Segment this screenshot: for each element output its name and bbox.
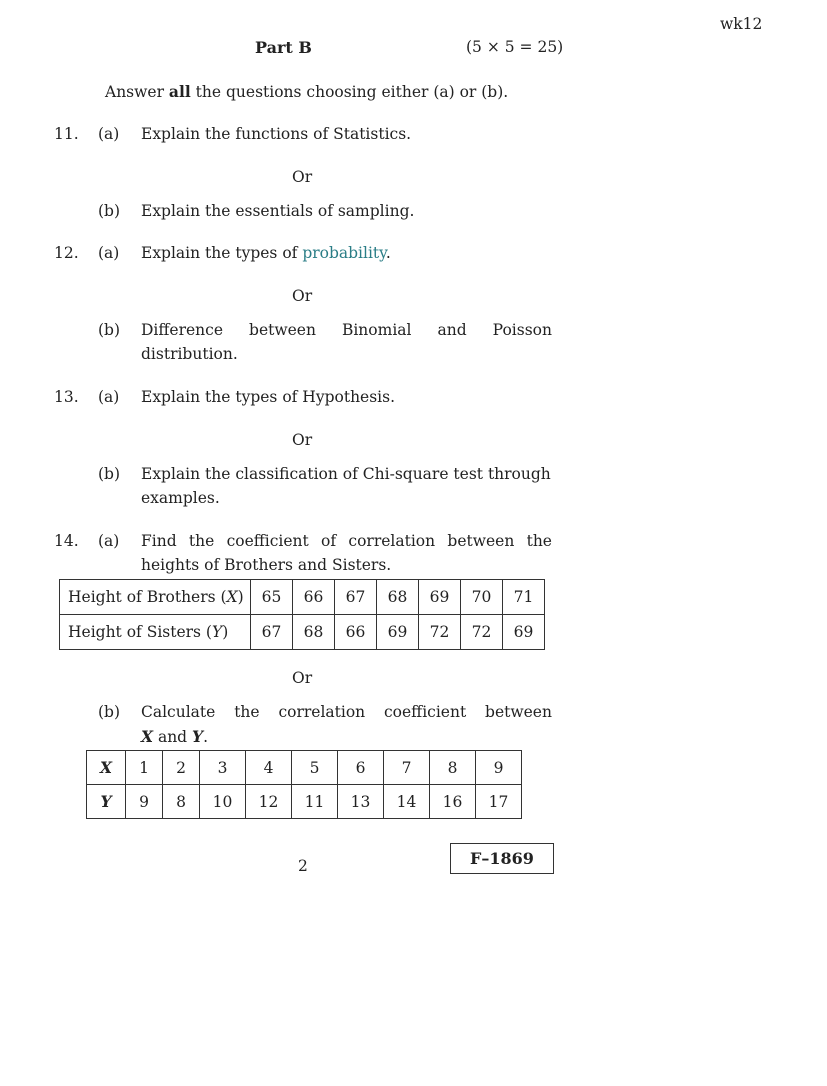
q14-a-word: Find — [141, 532, 177, 550]
page-number: 2 — [298, 857, 308, 875]
table-cell: 17 — [476, 785, 522, 819]
q14-a-line2: heights of Brothers and Sisters. — [141, 556, 392, 574]
probability-link[interactable]: probability — [302, 244, 386, 262]
brothers-label-cell — [60, 580, 251, 615]
xy-table — [86, 750, 522, 819]
q12-or: Or — [292, 287, 313, 305]
q14-a-word: coefficient — [226, 532, 309, 550]
sisters-label: Height of Sisters ( — [68, 623, 212, 641]
q12-b-word: Difference — [141, 321, 223, 339]
q14-b-label: (b) — [98, 703, 121, 721]
q13-or: Or — [292, 431, 313, 449]
q14-b-word: correlation — [278, 703, 366, 721]
q11-b-label: (b) — [98, 202, 121, 220]
table-cell: 8 — [163, 785, 200, 819]
table-cell: 69 — [419, 580, 461, 615]
part-title: Part B — [255, 38, 312, 57]
q12-b-word: Binomial — [341, 321, 412, 339]
q14-a-label: (a) — [98, 532, 120, 550]
q12-a-text-pre: Explain the types of — [141, 244, 303, 262]
q14-b-line2-end: . — [203, 728, 209, 746]
q12-a-text — [141, 244, 391, 262]
q12-b-word: and — [437, 321, 467, 339]
instruction-bold: all — [168, 82, 191, 101]
q14-a-word: between — [447, 532, 515, 550]
table-cell: 9 — [476, 751, 522, 785]
paper-header-code: wk12 — [720, 15, 763, 33]
q13-number: 13. — [54, 388, 79, 406]
q11-b-text: Explain the essentials of sampling. — [141, 202, 415, 220]
q14-a-word: of — [321, 532, 337, 550]
brothers-label: Height of Brothers ( — [68, 588, 227, 606]
q14-b-word: Calculate — [141, 703, 216, 721]
sisters-label-close: ) — [222, 623, 229, 641]
table-cell: 16 — [430, 785, 476, 819]
table-cell: 67 — [251, 615, 293, 650]
q12-a-label: (a) — [98, 244, 120, 262]
table-cell: 65 — [251, 580, 293, 615]
q14-b-line2-mid: and — [153, 728, 193, 746]
brothers-var: X — [226, 588, 238, 606]
table-cell: 5 — [292, 751, 338, 785]
instruction — [105, 82, 508, 101]
q11-number: 11. — [54, 125, 79, 143]
var-y: Y — [192, 727, 204, 746]
table-cell: 72 — [461, 615, 503, 650]
sisters-label-cell — [60, 615, 251, 650]
q13-b-line1: Explain the classification of Chi-square test through — [141, 465, 551, 483]
table-cell: 2 — [163, 751, 200, 785]
table-cell: 10 — [200, 785, 246, 819]
q14-a-word: the — [526, 532, 552, 550]
q12-b-word: between — [249, 321, 316, 339]
table-cell: 9 — [126, 785, 163, 819]
q11-a-label: (a) — [98, 125, 120, 143]
table-cell: 72 — [419, 615, 461, 650]
q14-a-word: correlation — [348, 532, 436, 550]
q13-b-line2: examples. — [141, 489, 220, 507]
table-cell: 68 — [293, 615, 335, 650]
q14-b-word: between — [485, 703, 552, 721]
q14-b-line1 — [141, 703, 552, 721]
sisters-var: Y — [211, 623, 223, 641]
q11-or: Or — [292, 168, 313, 186]
q13-a-text: Explain the types of Hypothesis. — [141, 388, 396, 406]
table-cell: 6 — [338, 751, 384, 785]
table-row — [87, 785, 522, 819]
brothers-label-close: ) — [237, 588, 244, 606]
q14-or: Or — [292, 669, 313, 687]
table-cell: 1 — [126, 751, 163, 785]
q12-a-text-post: . — [385, 244, 391, 262]
y-header-cell: Y — [87, 785, 126, 819]
q13-b-label: (b) — [98, 465, 121, 483]
instruction-post: the questions choosing either (a) or (b). — [190, 83, 509, 101]
q12-b-word: Poisson — [492, 321, 552, 339]
q14-number: 14. — [54, 532, 79, 550]
table-row — [60, 615, 545, 650]
q12-number: 12. — [54, 244, 79, 262]
table-cell: 13 — [338, 785, 384, 819]
q12-b-line1 — [141, 321, 552, 339]
table-row — [87, 751, 522, 785]
instruction-pre: Answer — [105, 83, 169, 101]
q14-b-word: coefficient — [384, 703, 467, 721]
table-cell: 67 — [335, 580, 377, 615]
part-marks: (5 × 5 = 25) — [466, 38, 564, 56]
q13-a-label: (a) — [98, 388, 120, 406]
table-cell: 12 — [246, 785, 292, 819]
table-cell: 4 — [246, 751, 292, 785]
q14-b-word: the — [234, 703, 260, 721]
table-cell: 7 — [384, 751, 430, 785]
table-cell: 68 — [377, 580, 419, 615]
table-cell: 66 — [293, 580, 335, 615]
q12-b-line2: distribution. — [141, 345, 238, 363]
table-cell: 71 — [503, 580, 545, 615]
q14-a-line1 — [141, 532, 552, 550]
paper-code-box: F–1869 — [450, 843, 554, 874]
x-header-cell: X — [87, 751, 126, 785]
table-cell: 70 — [461, 580, 503, 615]
q12-b-label: (b) — [98, 321, 121, 339]
q11-a-text: Explain the functions of Statistics. — [141, 125, 412, 143]
table-cell: 69 — [503, 615, 545, 650]
heights-table — [59, 579, 545, 650]
q14-b-line2 — [141, 727, 208, 746]
q14-a-word: the — [188, 532, 215, 550]
table-cell: 3 — [200, 751, 246, 785]
table-cell: 69 — [377, 615, 419, 650]
table-cell: 11 — [292, 785, 338, 819]
table-row — [60, 580, 545, 615]
var-x: X — [141, 727, 154, 746]
table-cell: 14 — [384, 785, 430, 819]
table-cell: 8 — [430, 751, 476, 785]
table-cell: 66 — [335, 615, 377, 650]
